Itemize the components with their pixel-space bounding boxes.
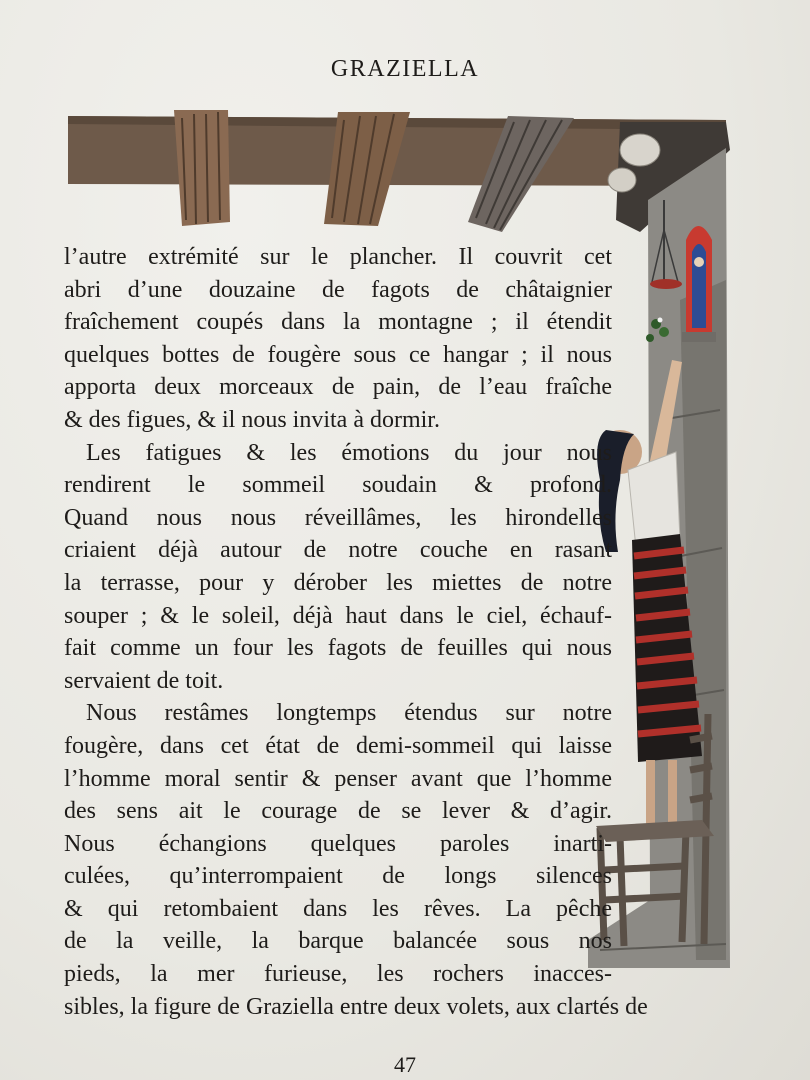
text-line: l’autre extrémité sur le plancher. Il couvrit cet — [64, 244, 612, 270]
text-line: servaient de toit. — [64, 667, 224, 694]
roof-log-1 — [174, 110, 230, 226]
text-line: Les fatigues & les émotions du jour nous — [86, 439, 612, 466]
text-line: abri d’une douzaine de fagots de châtaignier — [64, 276, 612, 303]
text-line: fraîchement coupés dans la montagne ; il étendit — [64, 309, 612, 336]
text-line: des sens ait le courage de se lever & d’agir. — [64, 798, 612, 825]
text-line: sibles, la figure de Graziella entre deux volets, aux clartés de — [64, 993, 648, 1020]
text-line: la terrasse, pour y dérober les miettes de notre — [64, 569, 612, 596]
text-line: & des figues, & il nous invita à dormir. — [64, 406, 440, 433]
text-line: rendirent le sommeil soudain & profond. — [64, 472, 612, 499]
text-line: pieds, la mer furieuse, les rochers inacces- — [64, 961, 612, 988]
text-line: culées, qu’interrompaient de longs silences — [64, 863, 612, 890]
text-line: fougère, dans cet état de demi-sommeil qui laisse — [64, 732, 612, 759]
text-line: Nous échangions quelques paroles inarti- — [64, 830, 612, 857]
text-line: criaient déjà autour de notre couche en rasant — [64, 537, 612, 564]
body-text — [64, 241, 648, 1023]
text-line: de la veille, la barque balancée sous nos — [64, 928, 612, 955]
text-line: souper ; & le soleil, déjà haut dans le ciel, échauf- — [64, 602, 612, 629]
text-line: Nous restâmes longtemps étendus sur notre — [86, 700, 612, 727]
madonna-shrine — [682, 226, 716, 342]
running-title: GRAZIELLA — [330, 56, 480, 82]
page-number: 47 — [394, 1052, 416, 1077]
text-line: fait comme un four les fagots de feuilles qui nous — [64, 635, 612, 662]
text-line: Quand nous nous réveillâmes, les hirondelles — [64, 504, 612, 531]
text-line: l’homme moral sentir & penser avant que l’homme — [64, 765, 612, 792]
text-line: quelques bottes de fougère sous ce hangar ; il nous — [64, 341, 612, 368]
text-line: apporta deux morceaux de pain, de l’eau fraîche — [64, 374, 612, 401]
text-line: & qui retombaient dans les rêves. La pêche — [64, 895, 612, 922]
